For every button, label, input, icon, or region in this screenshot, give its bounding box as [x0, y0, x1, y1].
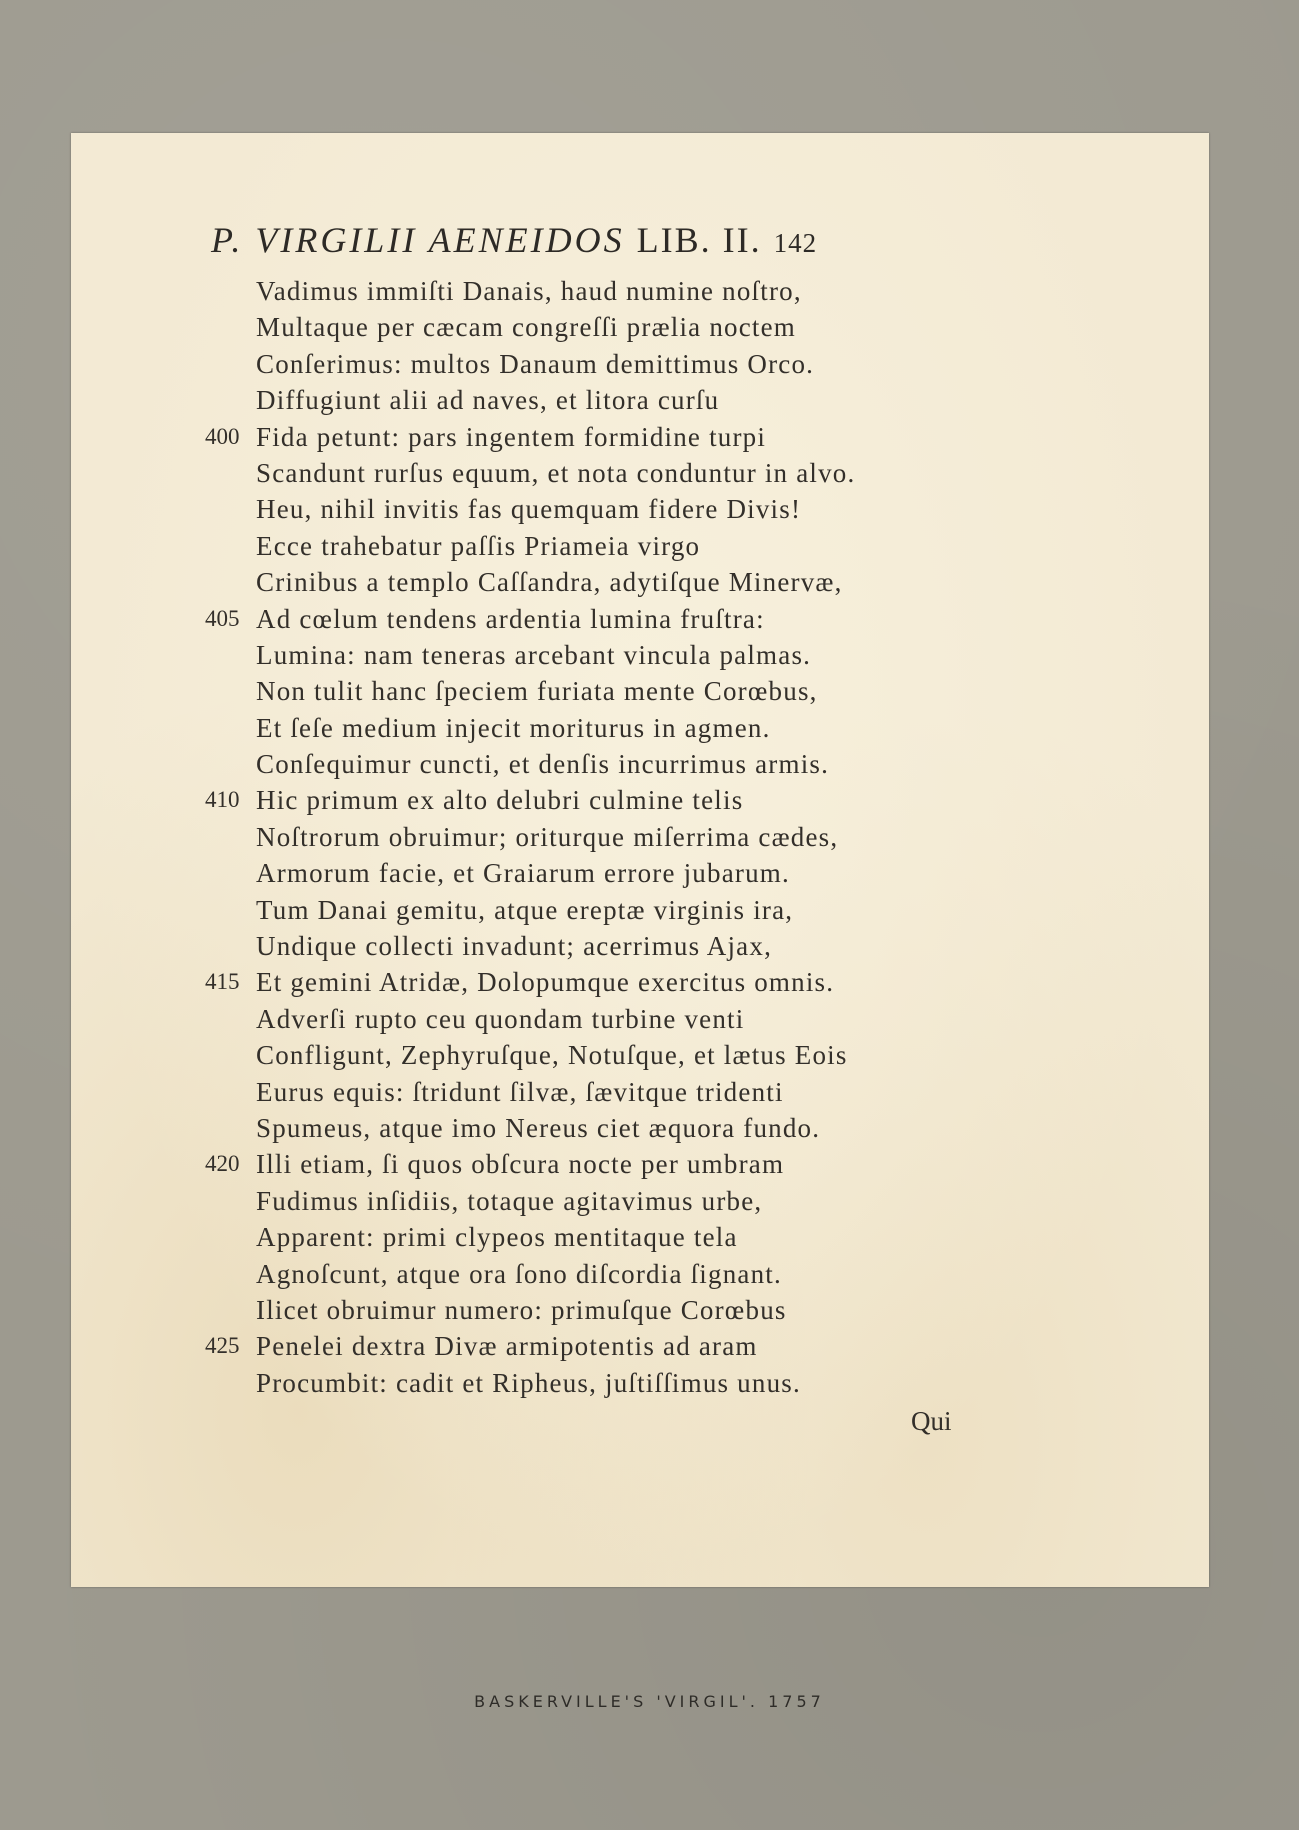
verse-text: Eurus equis: ſtridunt ſilvæ, ſævitque tridenti [256, 1076, 784, 1107]
line-number: 425 [205, 1333, 240, 1359]
verse-text: Heu, nihil invitis fas quemquam fidere Divis! [256, 494, 802, 525]
verse-line [205, 1328, 1076, 1364]
verse-line [256, 1183, 1076, 1219]
verse-text: Confligunt, Zephyruſque, Notuſque, et lætus Eois [256, 1040, 848, 1071]
verse-text: Ad cœlum tendens ardentia lumina fruſtra: [256, 603, 765, 634]
verse-line [256, 1219, 1076, 1255]
verse-text: Noſtrorum obruimur; oriturque miſerrima cædes, [256, 821, 839, 852]
verse-text: Fida petunt: pars ingentem formidine turpi [256, 421, 767, 452]
verse-block [205, 273, 1076, 1401]
verse-line [256, 928, 1076, 964]
verse-text: Scandunt rurſus equum, et nota conduntur in alvo. [256, 457, 856, 488]
book-page [71, 133, 1209, 1587]
verse-line [256, 637, 1076, 673]
verse-line [205, 782, 1076, 818]
verse-line [256, 1001, 1076, 1037]
verse-text: Agnoſcunt, atque ora ſono diſcordia ſignant. [256, 1258, 782, 1289]
verse-text: Ecce trahebatur paſſis Priameia virgo [256, 530, 701, 561]
verse-text: Illi etiam, ſi quos obſcura nocte per umbram [256, 1149, 785, 1180]
mount-caption: BASKERVILLE'S 'VIRGIL'. 1757 [474, 1692, 825, 1711]
verse-line [256, 1110, 1076, 1146]
verse-line [205, 419, 1076, 455]
verse-line [256, 855, 1076, 891]
verse-line [256, 1074, 1076, 1110]
verse-text: Vadimus immiſti Danais, haud numine noſtro, [256, 276, 802, 306]
line-number: 400 [205, 423, 240, 449]
line-number: 420 [205, 1151, 240, 1177]
verse-text: Tum Danai gemitu, atque ereptæ virginis ira, [256, 894, 794, 925]
verse-line [256, 1037, 1076, 1073]
verse-text: Hic primum ex alto delubri culmine telis [256, 785, 744, 816]
verse-text: Conſequimur cuncti, et denſis incurrimus armis. [256, 749, 830, 780]
line-number: 410 [205, 787, 240, 813]
verse-line [256, 746, 1076, 782]
verse-line [256, 1365, 1076, 1401]
verse-text: Procumbit: cadit et Ripheus, juſtiſſimus unus. [256, 1367, 801, 1398]
line-number: 405 [205, 605, 240, 631]
verse-line [256, 346, 1076, 382]
verse-line [205, 964, 1076, 1000]
page-number: 142 [773, 228, 818, 258]
verse-text: Fudimus inſidiis, totaque agitavimus urbe, [256, 1185, 763, 1216]
verse-line [256, 673, 1076, 709]
line-number: 415 [205, 969, 240, 995]
verse-line [256, 564, 1076, 600]
verse-text: Et gemini Atridæ, Dolopumque exercitus omnis. [256, 967, 835, 998]
verse-line [256, 892, 1076, 928]
verse-line [205, 1146, 1076, 1182]
verse-text: Penelei dextra Divæ armipotentis ad aram [256, 1331, 758, 1362]
verse-text: Adverſi rupto ceu quondam turbine venti [256, 1003, 745, 1034]
verse-line [256, 1292, 1076, 1328]
verse-text: Crinibus a templo Caſſandra, adytiſque Minervæ, [256, 567, 843, 598]
verse-line [205, 601, 1076, 637]
verse-line [256, 382, 1076, 418]
verse-line [256, 273, 1076, 309]
verse-text: Apparent: primi clypeos mentitaque tela [256, 1222, 738, 1253]
verse-line [256, 819, 1076, 855]
verse-text: Ilicet obruimur numero: primuſque Corœbus [256, 1294, 787, 1325]
header-title: P. VIRGILII AENEIDOS [211, 220, 625, 260]
verse-line [256, 710, 1076, 746]
verse-line [256, 309, 1076, 345]
verse-line [256, 455, 1076, 491]
verse-text: Diffugiunt alii ad naves, et litora curſu [256, 385, 720, 416]
verse-text: Lumina: nam teneras arcebant vincula palmas. [256, 639, 812, 670]
verse-text: Non tulit hanc ſpeciem furiata mente Corœbus, [256, 676, 818, 707]
verse-text: Armorum facie, et Graiarum errore jubarum. [256, 858, 790, 889]
verse-text: Et ſeſe medium injecit moriturus in agmen. [256, 712, 771, 743]
header-book: LIB. II. [636, 220, 762, 260]
verse-text: Conſerimus: multos Danaum demittimus Orco. [256, 348, 815, 379]
catchword: Qui [911, 1406, 952, 1436]
verse-line [256, 491, 1076, 527]
verse-line [256, 528, 1076, 564]
verse-text: Multaque per cæcam congreſſi prælia noctem [256, 312, 796, 343]
verse-line [256, 1256, 1076, 1292]
running-header [211, 219, 817, 261]
verse-text: Spumeus, atque imo Nereus ciet æquora fundo. [256, 1112, 821, 1143]
verse-text: Undique collecti invadunt; acerrimus Ajax, [256, 931, 773, 962]
